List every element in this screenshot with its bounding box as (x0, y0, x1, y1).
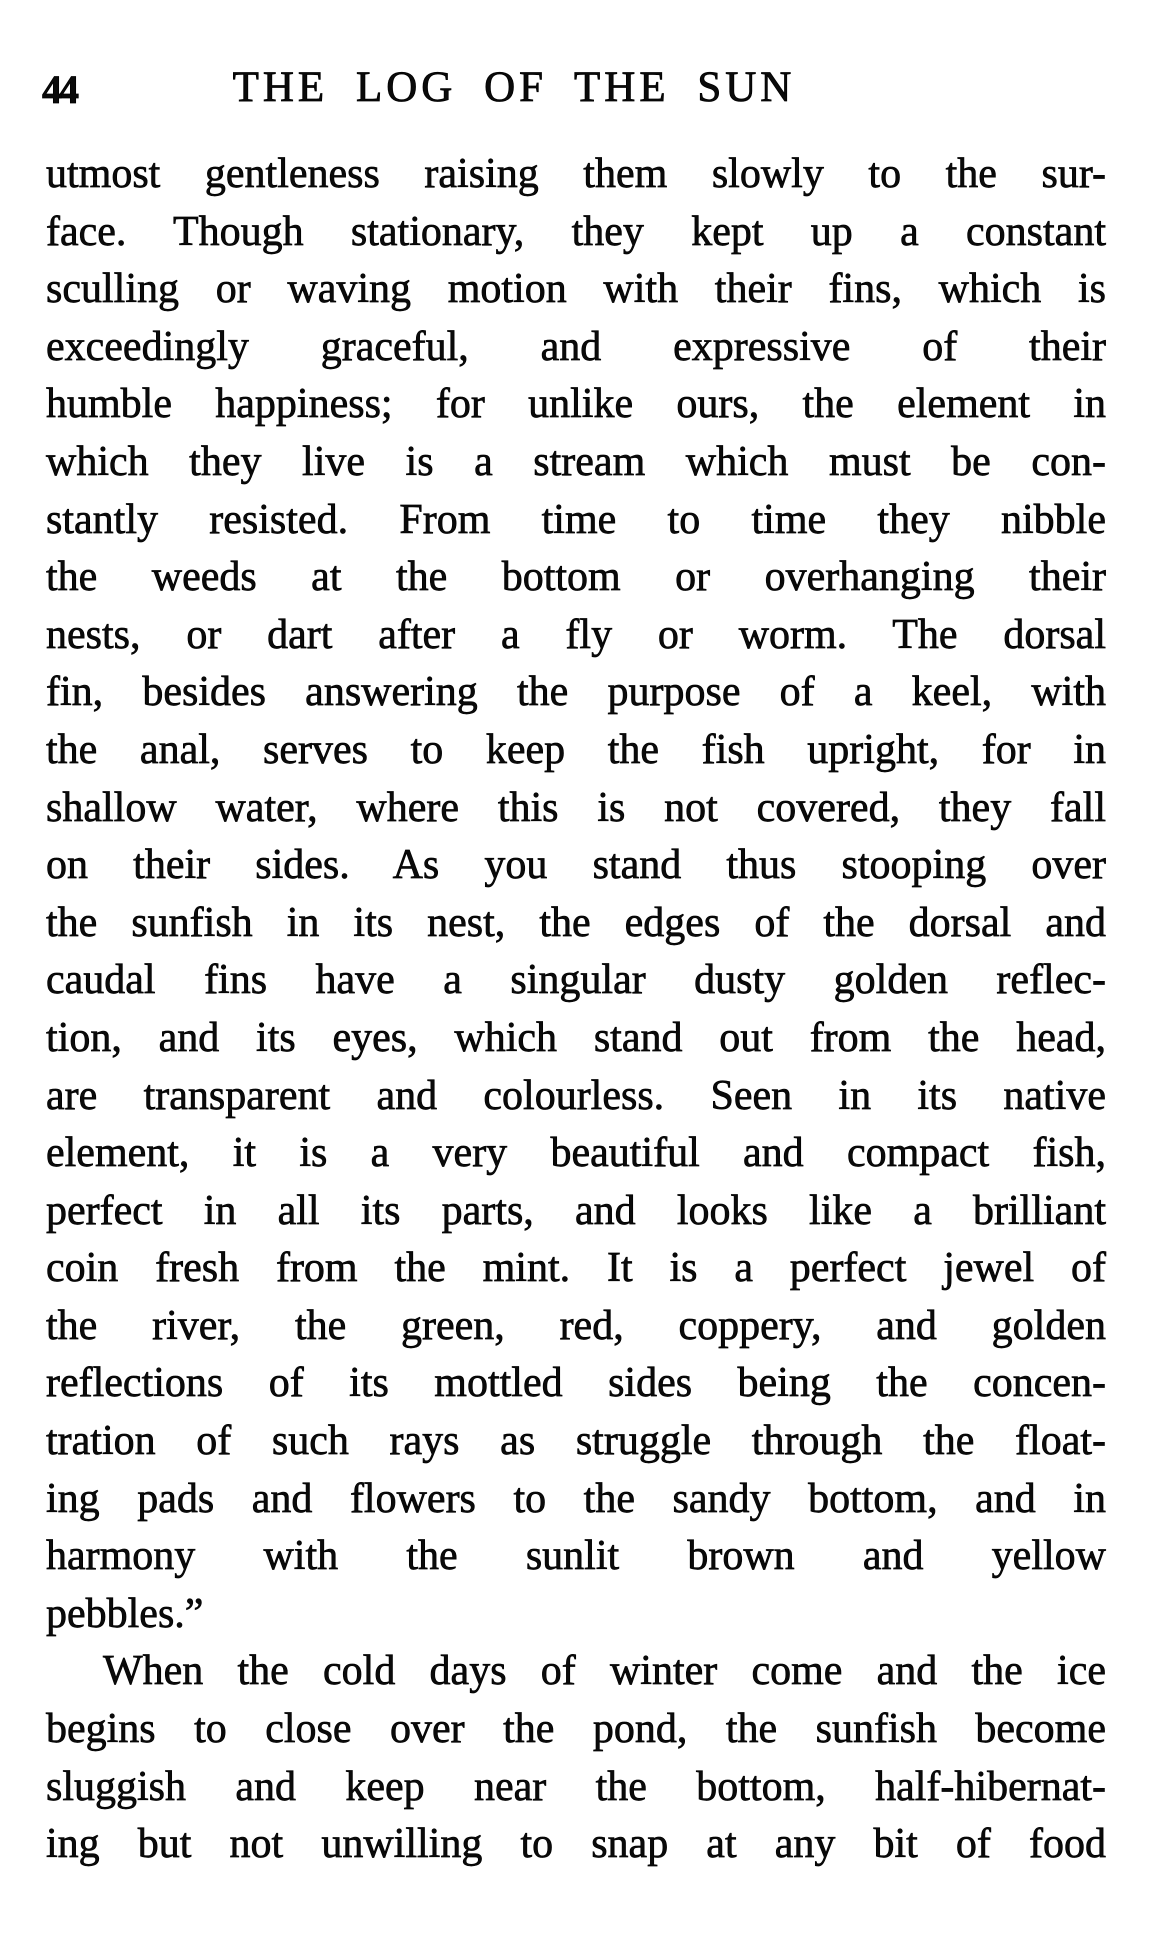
text-line: ing but not unwilling to snap at any bit of food (46, 1821, 1106, 1868)
text-line: perfect in all its parts, and looks like a brilliant (46, 1187, 1106, 1234)
text-line: begins to close over the pond, the sunfish become (46, 1706, 1106, 1753)
text-line: pebbles.” (46, 1590, 204, 1637)
page-header (0, 66, 1160, 114)
text-line: are transparent and colourless. Seen in its native (46, 1072, 1106, 1119)
text-line: caudal fins have a singular dusty golden reflec- (46, 957, 1106, 1004)
text-line: the anal, serves to keep the fish upright, for in (46, 726, 1106, 773)
text-line: tion, and its eyes, which stand out from the head, (46, 1014, 1106, 1061)
text-line: sluggish and keep near the bottom, half-hibernat- (46, 1763, 1106, 1810)
text-line: the sunfish in its nest, the edges of the dorsal and (46, 899, 1106, 946)
text-line: nests, or dart after a fly or worm. The dorsal (46, 611, 1106, 658)
text-line: utmost gentleness raising them slowly to the sur- (46, 151, 1106, 197)
text-line: reflections of its mottled sides being the concen- (46, 1360, 1106, 1407)
page-text (46, 146, 1106, 1874)
page-number: 44 (42, 67, 76, 112)
text-line: element, it is a very beautiful and compact fish, (46, 1130, 1106, 1177)
text-line: the weeds at the bottom or overhanging their (46, 554, 1106, 601)
text-line: harmony with the sunlit brown and yellow (46, 1533, 1106, 1580)
text-line: tration of such rays as struggle through the float- (46, 1418, 1106, 1465)
text-line: face. Though stationary, they kept up a constant (46, 208, 1106, 255)
running-title: THE LOG OF THE SUN (232, 64, 796, 111)
text-line: fin, besides answering the purpose of a keel, with (46, 669, 1106, 716)
paragraph (46, 1643, 1106, 1873)
paragraph (46, 146, 1106, 1643)
text-line: the river, the green, red, coppery, and golden (46, 1302, 1106, 1349)
text-line: stantly resisted. From time to time they nibble (46, 496, 1106, 543)
text-line: ing pads and flowers to the sandy bottom, and in (46, 1475, 1106, 1522)
text-line: exceedingly graceful, and expressive of their (46, 323, 1106, 370)
text-line: shallow water, where this is not covered, they fall (46, 784, 1106, 831)
text-line: coin fresh from the mint. It is a perfect jewel of (46, 1245, 1106, 1292)
text-line: humble happiness; for unlike ours, the element in (46, 381, 1106, 428)
text-line: sculling or waving motion with their fins, which is (46, 266, 1106, 313)
text-line: which they live is a stream which must be con- (46, 438, 1106, 485)
text-line: When the cold days of winter come and the ice (103, 1648, 1106, 1695)
text-line: on their sides. As you stand thus stooping over (46, 842, 1106, 889)
